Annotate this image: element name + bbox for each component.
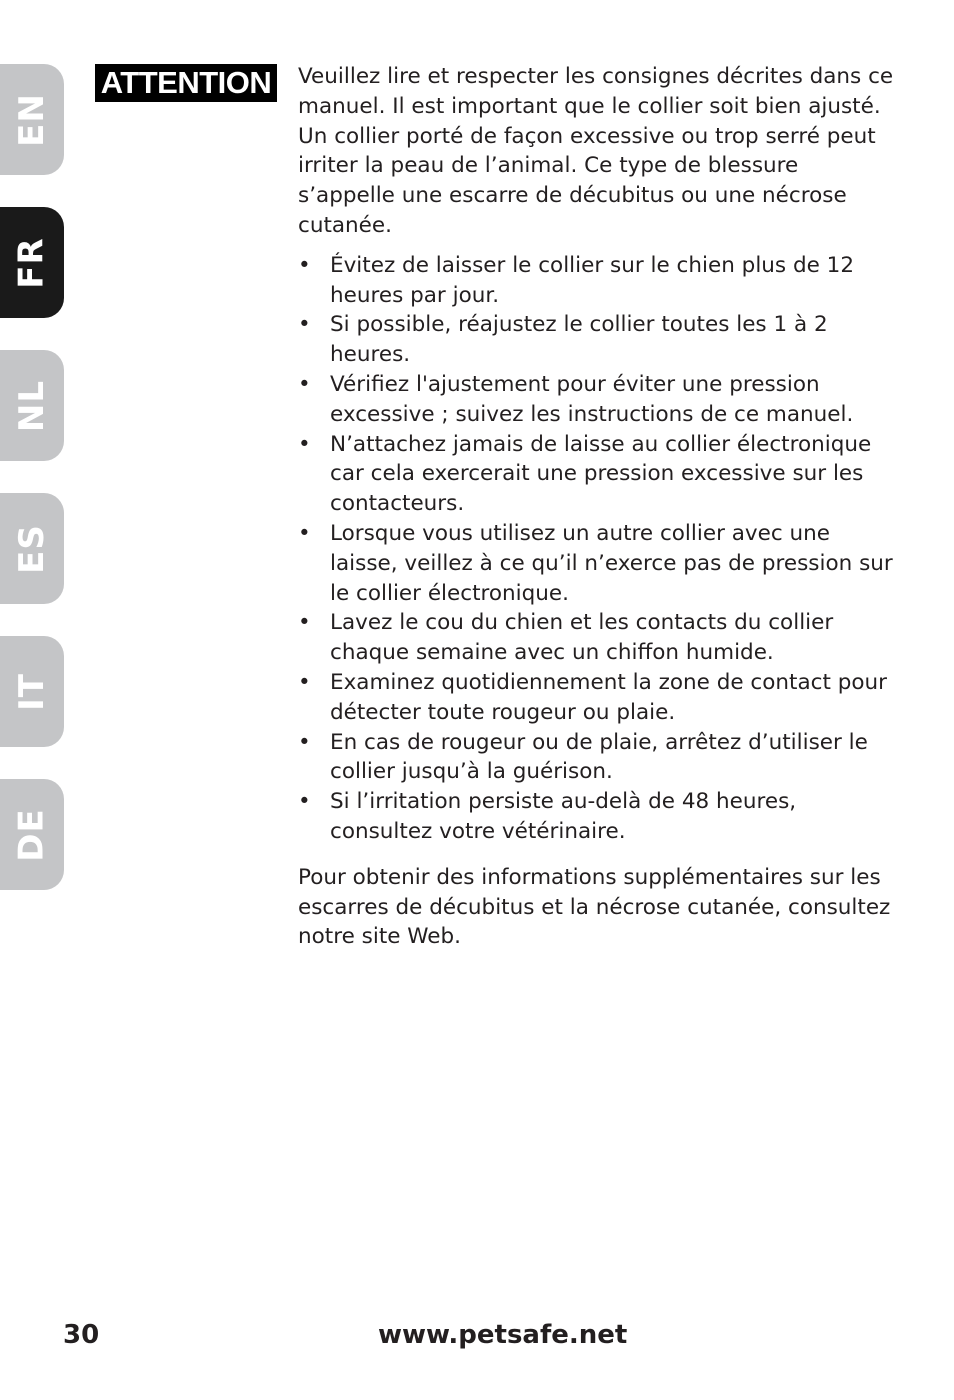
list-item-text: Lavez le cou du chien et les contacts du collier chaque semaine avec un chiffon humide. [330, 610, 834, 666]
page-number: 30 [63, 1320, 100, 1350]
website-url[interactable]: www.petsafe.net [378, 1320, 628, 1350]
language-tab-nl[interactable] [0, 350, 64, 461]
list-item-text: Lorsque vous utilisez un autre collier avec une laisse, veillez à ce qu’il n’exerce pas de pression sur le collier électronique. [330, 520, 893, 606]
bullet-icon: • [298, 252, 311, 278]
list-item-text: En cas de rougeur ou de plaie, arrêtez d’utiliser le collier jusqu’à la guérison. [330, 729, 868, 785]
list-item [298, 370, 894, 430]
language-tab-en[interactable] [0, 64, 64, 175]
list-item [298, 251, 894, 311]
intro-paragraph: Veuillez lire et respecter les consignes décrites dans ce manuel. Il est important que le collier soit bien ajusté. Un collier porté de façon excessive ou trop serré peut irriter la peau de l’animal. Ce type de blessure s’appelle une escarre de décubitus ou une nécrose cutanée. [298, 64, 894, 238]
list-item-text: Si possible, réajustez le collier toutes les 1 à 2 heures. [330, 312, 828, 368]
bullet-icon: • [298, 312, 311, 338]
main-content [298, 62, 894, 952]
attention-label: ATTENTION [95, 64, 277, 102]
language-tabs [0, 0, 64, 1400]
list-item [298, 430, 894, 519]
bullet-icon: • [298, 789, 311, 815]
language-tab-label: NL [12, 379, 52, 432]
language-tab-label: DE [11, 807, 52, 862]
list-item [298, 608, 894, 668]
language-tab-label: FR [12, 236, 52, 289]
language-tab-es[interactable] [0, 493, 64, 604]
list-item [298, 519, 894, 608]
list-item-text: Si l’irritation persiste au-delà de 48 heures, consultez votre vétérinaire. [330, 789, 797, 844]
outro-paragraph: Pour obtenir des informations supplémentaires sur les escarres de décubitus et la nécrose cutanée, consultez notre site Web. [298, 864, 891, 950]
language-tab-label: ES [12, 523, 52, 574]
bullet-icon: • [298, 520, 311, 546]
language-tab-it[interactable] [0, 636, 64, 747]
list-item-text: Examinez quotidiennement la zone de contact pour détecter toute rougeur ou plaie. [330, 669, 887, 725]
language-tab-fr[interactable] [0, 207, 64, 318]
language-tab-de[interactable] [0, 779, 64, 890]
language-tab-label: EN [12, 92, 52, 147]
bullet-icon: • [298, 729, 311, 755]
bullet-icon: • [298, 669, 311, 695]
list-item-text: N’attachez jamais de laisse au collier électronique car cela exercerait une pression excessive sur les contacteurs. [330, 431, 872, 517]
bullet-icon: • [298, 610, 311, 636]
precaution-list [298, 251, 894, 847]
list-item [298, 310, 894, 370]
list-item-text: Évitez de laisser le collier sur le chien plus de 12 heures par jour. [330, 252, 855, 308]
language-tab-label: IT [12, 672, 52, 711]
bullet-icon: • [298, 371, 311, 397]
list-item [298, 668, 894, 728]
list-item-text: Vérifiez l'ajustement pour éviter une pression excessive ; suivez les instructions de ce manuel. [330, 371, 854, 427]
bullet-icon: • [298, 431, 311, 457]
list-item [298, 728, 894, 788]
list-item [298, 787, 894, 847]
